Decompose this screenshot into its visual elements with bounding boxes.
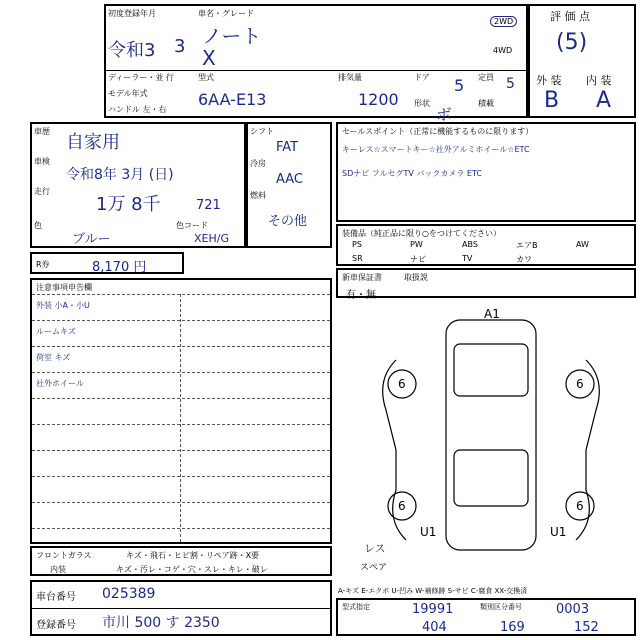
- car-name-label: 車名・グレード: [198, 9, 254, 18]
- plate: 市川 500 す 2350: [102, 615, 220, 631]
- car-diagram: [336, 300, 636, 576]
- r-label: R券: [36, 260, 50, 269]
- displacement: 1200: [358, 90, 399, 109]
- warranty-label: 新車保証書: [342, 273, 382, 282]
- diagram-6-fl: 6: [398, 377, 406, 391]
- grade: X: [202, 46, 216, 70]
- first-reg: 令和3: [108, 40, 156, 61]
- equip-aw: AW: [576, 240, 589, 249]
- equip-tv: TV: [462, 254, 473, 263]
- ext-grade: B: [544, 88, 560, 113]
- score-label: 評 価 点: [550, 10, 590, 23]
- f4: 169: [500, 620, 525, 635]
- drive-2wd: 2WD: [490, 16, 517, 27]
- f1: 19991: [412, 602, 454, 617]
- footer-right: [336, 598, 636, 636]
- header-box: [104, 4, 528, 124]
- diagram-6-fr: 6: [576, 377, 584, 391]
- color-label: 色: [34, 221, 42, 230]
- load-label: 積載: [478, 99, 494, 108]
- fuel-label: 燃料: [250, 191, 266, 200]
- color-code: XEH/G: [194, 232, 229, 245]
- usage: 自家用: [66, 132, 120, 153]
- f3: 404: [422, 620, 447, 635]
- inspect: 令和8年 3月 (日): [66, 167, 174, 183]
- inspect-label: 車検: [34, 157, 50, 166]
- equip-label: 装備品（純正品に限り○をつけてください）: [342, 229, 501, 238]
- f2: 0003: [556, 602, 590, 617]
- r-value: 8,170 円: [92, 260, 147, 275]
- shift-label: シフト: [250, 127, 274, 136]
- equip-ps: PS: [352, 240, 362, 249]
- shift: FAT: [276, 140, 299, 155]
- model-label: 型式: [198, 73, 214, 82]
- diagram-6-rl: 6: [398, 499, 406, 513]
- drive-4wd: 4WD: [493, 46, 513, 55]
- equip-abs: ABS: [462, 240, 478, 249]
- dealer-label: ディーラー・並 行: [108, 73, 174, 82]
- equip-leather: カワ: [516, 255, 532, 264]
- color: ブルー: [72, 232, 111, 247]
- doors: 5: [454, 76, 465, 95]
- fuel: その他: [268, 214, 308, 229]
- usage-label: 車歴: [34, 127, 50, 136]
- r-box: [30, 252, 184, 274]
- f1-label: 型式指定: [342, 603, 370, 611]
- warranty-box: [336, 268, 636, 301]
- diagram-6-rr: 6: [576, 499, 584, 513]
- notes-label: 注意事項申告欄: [36, 283, 92, 292]
- reg-box: [30, 122, 246, 248]
- sales-box: [336, 122, 636, 222]
- ext-label: 外 装: [536, 74, 562, 87]
- sales-line-2: SDナビ フルセグTV バックカメラ ETC: [342, 169, 482, 178]
- f5: 152: [574, 620, 599, 635]
- footer-left: [30, 580, 332, 636]
- chassis-label: 車台番号: [36, 592, 76, 603]
- shift-box: [246, 122, 332, 248]
- equip-airbag: エアB: [516, 241, 538, 250]
- equip-pw: PW: [410, 240, 423, 249]
- shape-label: 形状: [414, 99, 430, 108]
- first-reg-label: 初度登録年月: [108, 9, 156, 18]
- note-line-2: ルームキズ: [36, 327, 76, 336]
- score: (5): [556, 30, 588, 55]
- note-line-4: 社外ホイール: [36, 379, 84, 388]
- ac-label: 冷房: [250, 159, 266, 168]
- ac: AAC: [276, 172, 303, 187]
- diagram-a1: A1: [484, 307, 500, 321]
- glass-label: フロントガラス: [36, 551, 92, 560]
- model-year-label: モデル年式: [108, 89, 148, 98]
- glass-box: [30, 546, 332, 576]
- chassis: 025389: [102, 586, 156, 602]
- int-label: 内 装: [586, 74, 612, 87]
- equip-sr: SR: [352, 254, 363, 263]
- score-box: [528, 4, 636, 118]
- damage-legend: A-キズ E-エクボ U-凹み W-補修跡 S-サビ C-腐食 XX-交換済: [338, 587, 528, 595]
- plate-label: 登録番号: [36, 620, 76, 631]
- mileage: 1万 8千: [96, 194, 161, 215]
- displacement-label: 排気量: [338, 73, 362, 82]
- equip-box: [336, 224, 636, 266]
- diagram-spare: スペア: [360, 563, 388, 573]
- model: 6AA-E13: [198, 90, 267, 109]
- diagram-re: レス: [364, 542, 386, 555]
- sales-label: セールスポイント（正常に機能するものに限ります）: [342, 127, 534, 136]
- capacity: 5: [506, 76, 515, 92]
- glass-value: キズ・飛石・ヒビ割・リペア跡・X要: [126, 551, 260, 560]
- int-grade: A: [596, 88, 612, 113]
- note-line-1: 外装 小A・小U: [36, 301, 90, 310]
- color-code-label: 色コード: [176, 221, 208, 230]
- diagram-u1-right: U1: [550, 525, 567, 539]
- sales-line-1: キーレス☆スマートキー☆社外アルミホイール☆ETC: [342, 145, 530, 154]
- equip-navi: ナビ: [410, 255, 426, 264]
- capacity-label: 定員: [478, 73, 494, 82]
- car-name: ノート: [202, 24, 262, 48]
- f2-label: 類別区分番号: [480, 603, 522, 611]
- manual-label: 取扱説: [404, 273, 428, 282]
- first-reg-month: 3: [174, 36, 186, 57]
- warranty-value: 有・無: [346, 290, 376, 301]
- mileage-label: 走行: [34, 187, 50, 196]
- diagram-u1-left: U1: [420, 525, 437, 539]
- shape: ボ: [436, 105, 453, 124]
- mileage-km: 721: [196, 198, 221, 213]
- door-label: ドア: [414, 73, 430, 82]
- notes-box: [30, 278, 332, 544]
- handle-label: ハンドル 左・右: [108, 105, 167, 114]
- interior-label: 内装: [50, 565, 66, 574]
- interior-value: キズ・汚レ・コゲ・穴・スレ・キレ・破レ: [116, 565, 268, 574]
- note-line-3: 荷室 キズ: [36, 353, 71, 362]
